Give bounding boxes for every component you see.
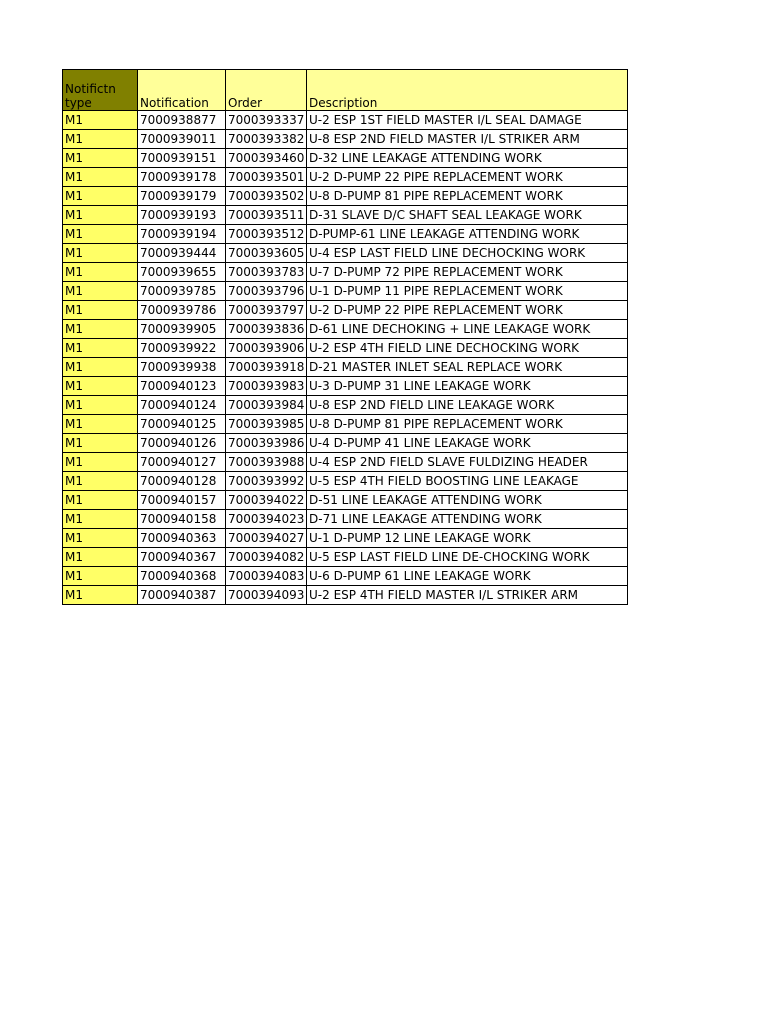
cell-description[interactable]: U-8 D-PUMP 81 PIPE REPLACEMENT WORK — [307, 187, 628, 206]
cell-order[interactable]: 7000394093 — [226, 586, 307, 605]
table-row — [63, 548, 628, 567]
cell-notification[interactable]: 7000939905 — [138, 320, 226, 339]
header-row — [63, 70, 628, 111]
cell-notification[interactable]: 7000940124 — [138, 396, 226, 415]
table-row — [63, 225, 628, 244]
cell-order[interactable]: 7000393992 — [226, 472, 307, 491]
cell-order[interactable]: 7000393460 — [226, 149, 307, 168]
cell-description[interactable]: D-31 SLAVE D/C SHAFT SEAL LEAKAGE WORK — [307, 206, 628, 225]
table-row — [63, 358, 628, 377]
cell-description[interactable]: U-1 D-PUMP 11 PIPE REPLACEMENT WORK — [307, 282, 628, 301]
cell-notification[interactable]: 7000939922 — [138, 339, 226, 358]
cell-type[interactable]: M1 — [63, 567, 138, 586]
table-row — [63, 567, 628, 586]
table-row — [63, 586, 628, 605]
cell-notification[interactable]: 7000939179 — [138, 187, 226, 206]
cell-order[interactable]: 7000394027 — [226, 529, 307, 548]
cell-notification[interactable]: 7000939785 — [138, 282, 226, 301]
cell-order[interactable]: 7000393605 — [226, 244, 307, 263]
cell-order[interactable]: 7000393918 — [226, 358, 307, 377]
cell-description[interactable]: U-4 ESP 2ND FIELD SLAVE FULDIZING HEADER — [307, 453, 628, 472]
cell-order[interactable]: 7000394083 — [226, 567, 307, 586]
cell-notification[interactable]: 7000940127 — [138, 453, 226, 472]
cell-order[interactable]: 7000394022 — [226, 491, 307, 510]
cell-order[interactable]: 7000393984 — [226, 396, 307, 415]
cell-notification[interactable]: 7000938877 — [138, 111, 226, 130]
cell-description[interactable]: U-5 ESP LAST FIELD LINE DE-CHOCKING WORK — [307, 548, 628, 567]
cell-type[interactable]: M1 — [63, 510, 138, 529]
cell-description[interactable]: D-71 LINE LEAKAGE ATTENDING WORK — [307, 510, 628, 529]
cell-type[interactable]: M1 — [63, 301, 138, 320]
cell-type[interactable]: M1 — [63, 206, 138, 225]
cell-type[interactable]: M1 — [63, 263, 138, 282]
cell-type[interactable]: M1 — [63, 415, 138, 434]
notification-table — [62, 69, 628, 605]
cell-type[interactable]: M1 — [63, 434, 138, 453]
cell-notification[interactable]: 7000939444 — [138, 244, 226, 263]
table-body — [63, 111, 628, 605]
cell-order[interactable]: 7000393906 — [226, 339, 307, 358]
cell-notification[interactable]: 7000939193 — [138, 206, 226, 225]
table-row — [63, 187, 628, 206]
cell-description[interactable]: U-5 ESP 4TH FIELD BOOSTING LINE LEAKAGE — [307, 472, 628, 491]
table-row — [63, 415, 628, 434]
cell-description[interactable]: U-4 D-PUMP 41 LINE LEAKAGE WORK — [307, 434, 628, 453]
cell-notification[interactable]: 7000940387 — [138, 586, 226, 605]
cell-description[interactable]: D-61 LINE DECHOKING + LINE LEAKAGE WORK — [307, 320, 628, 339]
cell-order[interactable]: 7000393988 — [226, 453, 307, 472]
cell-notification[interactable]: 7000939655 — [138, 263, 226, 282]
cell-type[interactable]: M1 — [63, 358, 138, 377]
table-row — [63, 168, 628, 187]
cell-notification[interactable]: 7000939178 — [138, 168, 226, 187]
cell-type[interactable]: M1 — [63, 168, 138, 187]
cell-description[interactable]: U-2 ESP 1ST FIELD MASTER I/L SEAL DAMAGE — [307, 111, 628, 130]
cell-order[interactable]: 7000393511 — [226, 206, 307, 225]
cell-description[interactable]: U-1 D-PUMP 12 LINE LEAKAGE WORK — [307, 529, 628, 548]
header-order[interactable]: Order — [226, 70, 307, 111]
cell-type[interactable]: M1 — [63, 377, 138, 396]
cell-description[interactable]: U-8 D-PUMP 81 PIPE REPLACEMENT WORK — [307, 415, 628, 434]
cell-description[interactable]: U-8 ESP 2ND FIELD LINE LEAKAGE WORK — [307, 396, 628, 415]
cell-description[interactable]: D-21 MASTER INLET SEAL REPLACE WORK — [307, 358, 628, 377]
table-row — [63, 206, 628, 225]
cell-order[interactable]: 7000393836 — [226, 320, 307, 339]
cell-type[interactable]: M1 — [63, 225, 138, 244]
cell-notification[interactable]: 7000940157 — [138, 491, 226, 510]
cell-type[interactable]: M1 — [63, 282, 138, 301]
table-row — [63, 377, 628, 396]
table-row — [63, 472, 628, 491]
cell-notification[interactable]: 7000940363 — [138, 529, 226, 548]
table-row — [63, 149, 628, 168]
cell-order[interactable]: 7000393501 — [226, 168, 307, 187]
cell-notification[interactable]: 7000939938 — [138, 358, 226, 377]
cell-description[interactable]: U-2 D-PUMP 22 PIPE REPLACEMENT WORK — [307, 301, 628, 320]
cell-notification[interactable]: 7000940128 — [138, 472, 226, 491]
table-row — [63, 130, 628, 149]
cell-order[interactable]: 7000393797 — [226, 301, 307, 320]
cell-description[interactable]: U-2 ESP 4TH FIELD MASTER I/L STRIKER ARM — [307, 586, 628, 605]
table-row — [63, 491, 628, 510]
cell-order[interactable]: 7000393512 — [226, 225, 307, 244]
cell-type[interactable]: M1 — [63, 339, 138, 358]
table-row — [63, 453, 628, 472]
cell-order[interactable]: 7000393502 — [226, 187, 307, 206]
cell-description[interactable]: D-32 LINE LEAKAGE ATTENDING WORK — [307, 149, 628, 168]
cell-description[interactable]: U-6 D-PUMP 61 LINE LEAKAGE WORK — [307, 567, 628, 586]
table-row — [63, 510, 628, 529]
cell-type[interactable]: M1 — [63, 320, 138, 339]
cell-description[interactable]: U-4 ESP LAST FIELD LINE DECHOCKING WORK — [307, 244, 628, 263]
cell-notification[interactable]: 7000940367 — [138, 548, 226, 567]
table-row — [63, 301, 628, 320]
table-row — [63, 320, 628, 339]
cell-type[interactable]: M1 — [63, 453, 138, 472]
cell-order[interactable]: 7000393986 — [226, 434, 307, 453]
cell-notification[interactable]: 7000940368 — [138, 567, 226, 586]
cell-order[interactable]: 7000393783 — [226, 263, 307, 282]
table-row — [63, 282, 628, 301]
cell-type[interactable]: M1 — [63, 491, 138, 510]
cell-notification[interactable]: 7000939151 — [138, 149, 226, 168]
cell-notification[interactable]: 7000940158 — [138, 510, 226, 529]
cell-notification[interactable]: 7000940123 — [138, 377, 226, 396]
table-row — [63, 529, 628, 548]
cell-description[interactable]: D-PUMP-61 LINE LEAKAGE ATTENDING WORK — [307, 225, 628, 244]
header-notification[interactable]: Notification — [138, 70, 226, 111]
cell-description[interactable]: U-7 D-PUMP 72 PIPE REPLACEMENT WORK — [307, 263, 628, 282]
cell-description[interactable]: D-51 LINE LEAKAGE ATTENDING WORK — [307, 491, 628, 510]
table-row — [63, 434, 628, 453]
cell-type[interactable]: M1 — [63, 149, 138, 168]
cell-order[interactable]: 7000393796 — [226, 282, 307, 301]
cell-order[interactable]: 7000393985 — [226, 415, 307, 434]
cell-type[interactable]: M1 — [63, 586, 138, 605]
cell-notification[interactable]: 7000939194 — [138, 225, 226, 244]
table-row — [63, 339, 628, 358]
cell-order[interactable]: 7000394023 — [226, 510, 307, 529]
cell-order[interactable]: 7000393382 — [226, 130, 307, 149]
cell-order[interactable]: 7000394082 — [226, 548, 307, 567]
cell-notification[interactable]: 7000939786 — [138, 301, 226, 320]
cell-type[interactable]: M1 — [63, 396, 138, 415]
table-row — [63, 111, 628, 130]
table-row — [63, 263, 628, 282]
cell-type[interactable]: M1 — [63, 130, 138, 149]
cell-order[interactable]: 7000393337 — [226, 111, 307, 130]
cell-description[interactable]: U-8 ESP 2ND FIELD MASTER I/L STRIKER ARM — [307, 130, 628, 149]
cell-order[interactable]: 7000393983 — [226, 377, 307, 396]
table-row — [63, 396, 628, 415]
header-notification-type[interactable]: Notifictn type — [63, 70, 138, 111]
cell-type[interactable]: M1 — [63, 529, 138, 548]
header-description[interactable]: Description — [307, 70, 628, 111]
cell-type[interactable]: M1 — [63, 244, 138, 263]
table-row — [63, 244, 628, 263]
cell-description[interactable]: U-2 ESP 4TH FIELD LINE DECHOCKING WORK — [307, 339, 628, 358]
cell-description[interactable]: U-2 D-PUMP 22 PIPE REPLACEMENT WORK — [307, 168, 628, 187]
cell-notification[interactable]: 7000940126 — [138, 434, 226, 453]
cell-type[interactable]: M1 — [63, 187, 138, 206]
cell-description[interactable]: U-3 D-PUMP 31 LINE LEAKAGE WORK — [307, 377, 628, 396]
cell-type[interactable]: M1 — [63, 111, 138, 130]
cell-notification[interactable]: 7000940125 — [138, 415, 226, 434]
cell-type[interactable]: M1 — [63, 548, 138, 567]
cell-type[interactable]: M1 — [63, 472, 138, 491]
cell-notification[interactable]: 7000939011 — [138, 130, 226, 149]
